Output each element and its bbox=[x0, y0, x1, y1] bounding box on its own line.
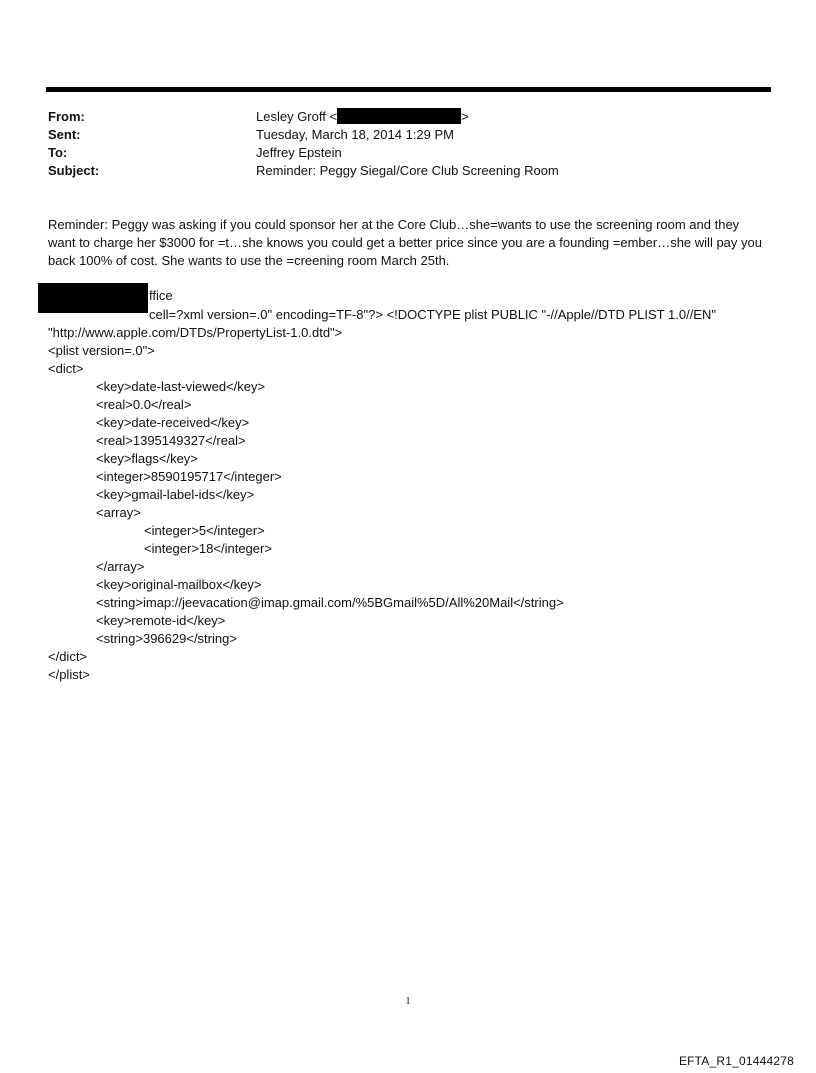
xml-line: <string>imap://jeevacation@imap.gmail.com/%5BGmail%5D/All%20Mail</string> bbox=[96, 595, 564, 610]
from-close: > bbox=[461, 109, 469, 124]
from-name: Lesley Groff < bbox=[256, 109, 338, 124]
xml-line: <key>flags</key> bbox=[96, 451, 198, 466]
xml-line: <string>396629</string> bbox=[96, 631, 237, 646]
body-paragraph: Reminder: Peggy was asking if you could sponsor her at the Core Club…she=wants to use the screening room and they want to charge her $3000 for =t…she knows you could get a better price since you are a founding =ember…she will pay you back 100% of cost. She wants to use the =creening room March 25th. bbox=[48, 217, 762, 268]
from-label: From: bbox=[48, 109, 85, 124]
xml-line: cell=?xml version=.0" encoding=TF-8"?> <!DOCTYPE plist PUBLIC "-//Apple//DTD PLIST 1.0//EN" bbox=[149, 307, 716, 322]
sent-label: Sent: bbox=[48, 127, 81, 142]
xml-line: <key>remote-id</key> bbox=[96, 613, 226, 628]
subject-label: Subject: bbox=[48, 163, 100, 178]
xml-line: <real>1395149327</real> bbox=[96, 433, 246, 448]
subject-row bbox=[48, 162, 559, 180]
xml-line: </plist> bbox=[48, 667, 90, 682]
from-row bbox=[48, 108, 559, 126]
plist-xml bbox=[48, 306, 778, 684]
header-divider bbox=[46, 87, 771, 92]
xml-line: <real>0.0</real> bbox=[96, 397, 192, 412]
email-header bbox=[48, 108, 559, 180]
xml-line: </dict> bbox=[48, 649, 88, 664]
xml-line: <array> bbox=[96, 505, 141, 520]
to-value: Jeffrey Epstein bbox=[256, 145, 342, 160]
xml-line: <key>original-mailbox</key> bbox=[96, 577, 262, 592]
sent-value: Tuesday, March 18, 2014 1:29 PM bbox=[256, 127, 454, 142]
to-row bbox=[48, 144, 559, 162]
xml-line: <integer>8590195717</integer> bbox=[96, 469, 282, 484]
to-label: To: bbox=[48, 145, 68, 160]
xml-line: "http://www.apple.com/DTDs/PropertyList-1.0.dtd"> bbox=[48, 325, 343, 340]
xml-line: <integer>5</integer> bbox=[144, 523, 265, 538]
xml-line: </array> bbox=[96, 559, 145, 574]
redacted-email bbox=[337, 108, 461, 124]
xml-line: <integer>18</integer> bbox=[144, 541, 272, 556]
email-body bbox=[48, 216, 770, 270]
page-number: 1 bbox=[405, 996, 411, 1007]
from-value bbox=[256, 108, 469, 126]
xml-line: <key>date-last-viewed</key> bbox=[96, 379, 266, 394]
xml-line: <dict> bbox=[48, 361, 84, 376]
sent-row bbox=[48, 126, 559, 144]
xml-line: <plist version=.0"> bbox=[48, 343, 155, 358]
xml-line: <key>date-received</key> bbox=[96, 415, 250, 430]
document-id: EFTA_R1_01444278 bbox=[678, 1054, 794, 1068]
xml-line: <key>gmail-label-ids</key> bbox=[96, 487, 255, 502]
subject-value: Reminder: Peggy Siegal/Core Club Screening Room bbox=[256, 163, 559, 178]
office-fragment: ffice bbox=[149, 288, 173, 303]
